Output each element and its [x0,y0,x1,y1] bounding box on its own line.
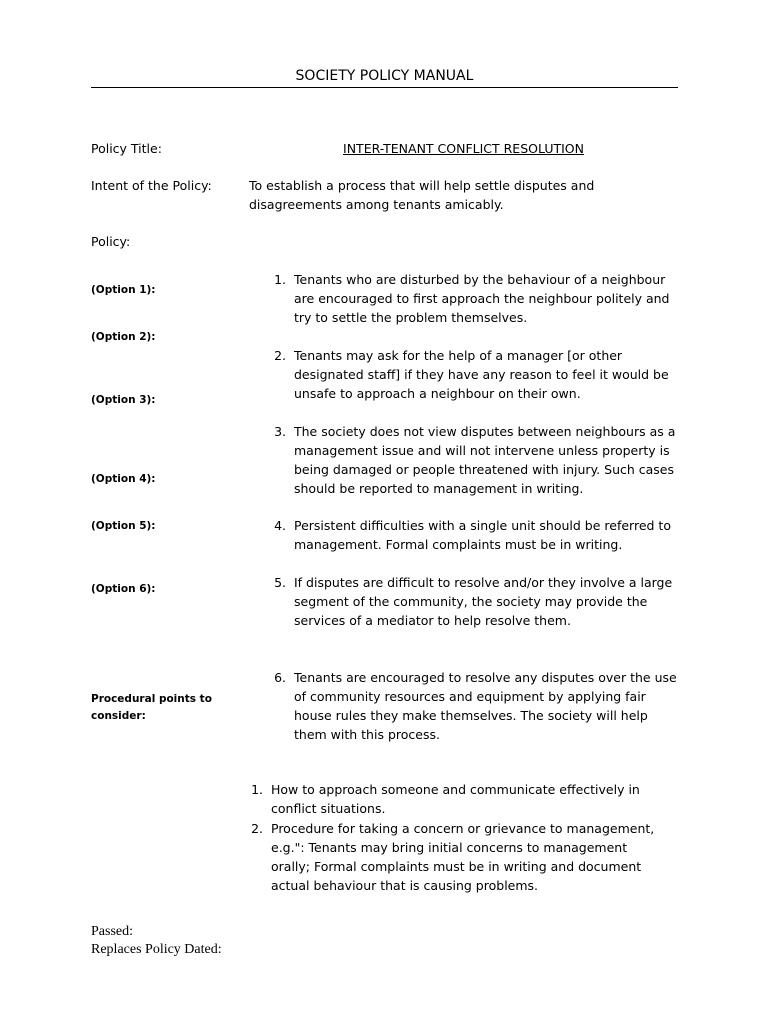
policy-item-number: 6. [274,670,286,685]
option-4-label: (Option 4): [91,473,156,485]
policy-item-3 [266,422,678,498]
option-5-label: (Option 5): [91,520,156,532]
document-header-title: SOCIETY POLICY MANUAL [295,68,474,84]
policy-item-text: Persistent difficulties with a single unit should be referred to management. Formal complaints must be in writing. [294,518,671,552]
policy-title-value: INTER-TENANT CONFLICT RESOLUTION [343,141,584,156]
policy-item-number: 3. [274,424,286,439]
policy-item-text: Tenants are encouraged to resolve any disputes over the use of community resources and equipment by applying fair house rules they make themselves. The society will help them with this process. [294,670,677,742]
policy-item-number: 5. [274,575,286,590]
option-1-label: (Option 1): [91,284,156,296]
procedural-item-text: How to approach someone and communicate effectively in conflict situations. [271,782,640,816]
header-rule [91,87,678,88]
intent-text: To establish a process that will help settle disputes and disagreements among tenants amicably. [249,178,595,212]
policy-title-label: Policy Title: [91,141,162,156]
policy-item-4 [266,516,678,554]
procedural-item-number: 1. [251,782,263,797]
policy-item-1 [266,270,678,327]
passed-label: Passed: [91,924,133,939]
intent-label: Intent of the Policy: [91,178,212,193]
policy-item-text: The society does not view disputes between neighbours as a management issue and will not intervene unless property is being damaged or people threatened with injury. Such cases should be reported to management in writing. [294,424,676,496]
procedural-item-text: Procedure for taking a concern or grievance to management, e.g.": Tenants may bring initial concerns to management orally; Formal complaints must be in writing and document actual behaviour that is causing problems. [271,821,655,893]
procedural-item-2 [243,819,678,895]
policy-item-text: Tenants may ask for the help of a manager [or other designated staff] if they have any reason to feel it would be unsafe to approach a neighbour on their own. [294,348,669,401]
procedural-item-number: 2. [251,821,263,836]
policy-item-text: If disputes are difficult to resolve and/or they involve a large segment of the community, the society may provide the services of a mediator to help resolve them. [294,575,673,628]
policy-item-2 [266,346,678,403]
procedural-item-1 [243,780,678,818]
policy-item-6 [266,668,678,744]
policy-item-number: 4. [274,518,286,533]
procedural-points-label: Procedural points to consider: [91,693,212,722]
policy-label: Policy: [91,234,131,249]
policy-item-5 [266,573,678,630]
option-2-label: (Option 2): [91,331,156,343]
option-6-label: (Option 6): [91,583,156,595]
policy-item-number: 2. [274,348,286,363]
replaces-policy-label: Replaces Policy Dated: [91,942,222,957]
policy-item-number: 1. [274,272,286,287]
policy-item-text: Tenants who are disturbed by the behaviour of a neighbour are encouraged to first approach the neighbour politely and try to settle the problem themselves. [294,272,670,325]
option-3-label: (Option 3): [91,394,156,406]
